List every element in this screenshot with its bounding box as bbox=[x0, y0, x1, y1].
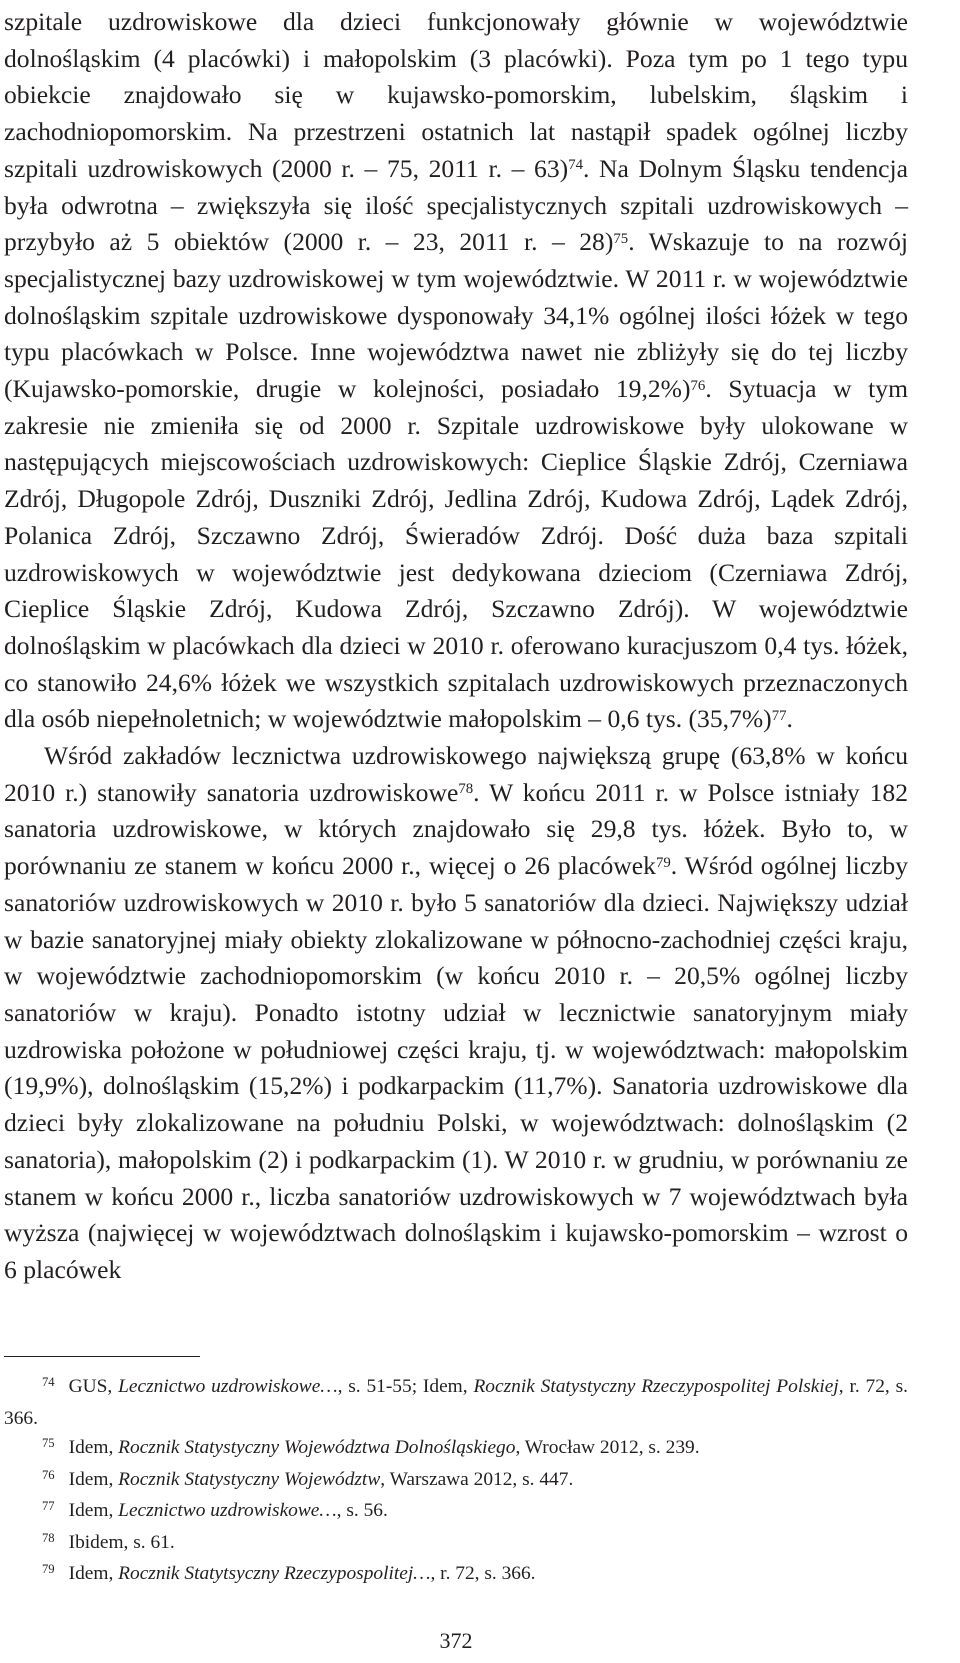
footnote-76: $^{76}$ Idem, Rocznik Statystyczny Województw, Warszawa 2012, s. 447. bbox=[42, 1467, 574, 1490]
paragraph-1: szpitale uzdrowiskowe dla dzieci funkcjonowały głównie w województwie dolnośląskim (4 placówki) i małopolskim (3 placówki). Poza tym po 1 tego typu obiekcie znajdowało się w kujawsko-pomorskim, lubelskim, śląskim i zachodniopomorskim. Na przestrzeni ostatnich lat nastąpił spadek ogólnej liczby szpitali uzdrowiskowych (2000 r. – 75, 2011 r. – 63)$^{74}$. Na Dolnym Śląsku tendencja była odwrotna – zwiększyła się ilość specjalistycznych szpitali uzdrowiskowych – przybyło aż 5 obiektów (2000 r. – 23, 2011 r. – 28)$^{75}$. Wskazuje to na rozwój specjalistycznej bazy uzdrowiskowej w tym województwie. W 2011 r. w województwie dolnośląskim szpitale uzdrowiskowe dysponowały 34,1% ogólnej ilości łóżek w tego typu placówkach w Polsce. Inne województwa nawet nie zbliżyły się do tej liczby (Kujawsko-pomorskie, drugie w kolejności, posiadało 19,2%)$^{76}$. Sytuacja w tym zakresie nie zmieniła się od 2000 r. Szpitale uzdrowiskowe były ulokowane w następujących miejscowościach uzdrowiskowych: Cieplice Śląskie Zdrój, Czerniawa Zdrój, Długopole Zdrój, Duszniki Zdrój, Jedlina Zdrój, Kudowa Zdrój, Lądek Zdrój, Polanica Zdrój, Szczawno Zdrój, Świeradów Zdrój. Dość duża baza szpitali uzdrowiskowych w województwie jest dedykowana dzieciom (Czerniawa Zdrój, Cieplice Śląskie Zdrój, Kudowa Zdrój, Szczawno Zdrój). W województwie dolnośląskim w placówkach dla dzieci w 2010 r. oferowano kuracjuszom 0,4 tys. łóżek, co stanowiło 24,6% łóżek we wszystkich szpitalach uzdrowiskowych przeznaczonych dla osób niepełnoletnich; w województwie małopolskim – 0,6 tys. $(35,7\%)^{77}$. bbox=[4, 7, 909, 734]
footnote-ref-78: 78 bbox=[458, 781, 474, 798]
paragraph-2: Wśród zakładów lecznictwa uzdrowiskowego największą grupę (63,8% w końcu 2010 r.) stanowiły sanatoria uzdrowiskowe$^{78}$. W końcu 2011 r. w Polsce istniały 182 sanatoria uzdrowiskowe, w których znajdowało się 29,8 tys. łóżek. Było to, w porównaniu ze stanem w końcu 2000 r., więcej o 26 placówek$^{79}$. Wśród ogólnej liczby sanatoriów uzdrowiskowych w 2010 r. było 5 sanatoriów dla dzieci. Największy udział w bazie sanatoryjnej miały obiekty zlokalizowane w północno-zachodniej części kraju, w województwie zachodniopomorskim (w końcu 2010 r. – 20,5% ogólnej liczby sanatoriów w kraju). Ponadto istotny udział w lecznictwie sanatoryjnym miały uzdrowiska położone w południowej części kraju, tj. w województwach: małopolskim (19,9%), dolnośląskim (15,2%) i podkarpackim (11,7%). Sanatoria uzdrowiskowe dla dzieci były zlokalizowane na południu Polski, w województwach: dolnośląskim (2 sanatoria), małopolskim (2) i podkarpackim (1). W 2010 r. w grudniu, w porównaniu ze stanem w końcu 2000 r., liczba sanatoriów uzdrowiskowych w 7 województwach była wyższa (najwięcej w województwach dolnośląskim i kujawsko-pomorskim – wzrost o 6 placówek bbox=[4, 741, 908, 1284]
footnote-79: $^{79}$ Idem, Rocznik Statytsyczny Rzeczypospolitej…, r. 72, s. 366. bbox=[42, 1562, 536, 1584]
footnote-ref-77: 77 bbox=[771, 707, 787, 724]
body-text bbox=[4, 0, 908, 1289]
footnote-divider bbox=[4, 1356, 200, 1357]
footnote-77: $^{77}$ Idem, Lecznictwo uzdrowiskowe…, s. 56. bbox=[42, 1499, 388, 1521]
footnote-ref-75: 75 bbox=[613, 230, 629, 247]
footnote-ref-76: 76 bbox=[690, 377, 706, 394]
footnotes bbox=[4, 1372, 908, 1591]
footnote-ref-79: 79 bbox=[655, 854, 671, 871]
footnote-74: $^{74}$ GUS, Lecznictwo uzdrowiskowe…, s. 51-55; Idem, Rocznik Statystyczny Rzeczypospolitej Polskiej, r. 72, s. 366. bbox=[4, 1375, 908, 1429]
footnote-ref-74: 74 bbox=[568, 157, 584, 174]
footnote-75: $^{75}$ Idem, Rocznik Statystyczny Województwa Dolnośląskiego, Wrocław 2012, s. 239. bbox=[42, 1436, 700, 1458]
footnote-78: $^{78}$ Ibidem, s. 61. bbox=[42, 1530, 175, 1553]
page-number: 372 bbox=[439, 1628, 473, 1653]
